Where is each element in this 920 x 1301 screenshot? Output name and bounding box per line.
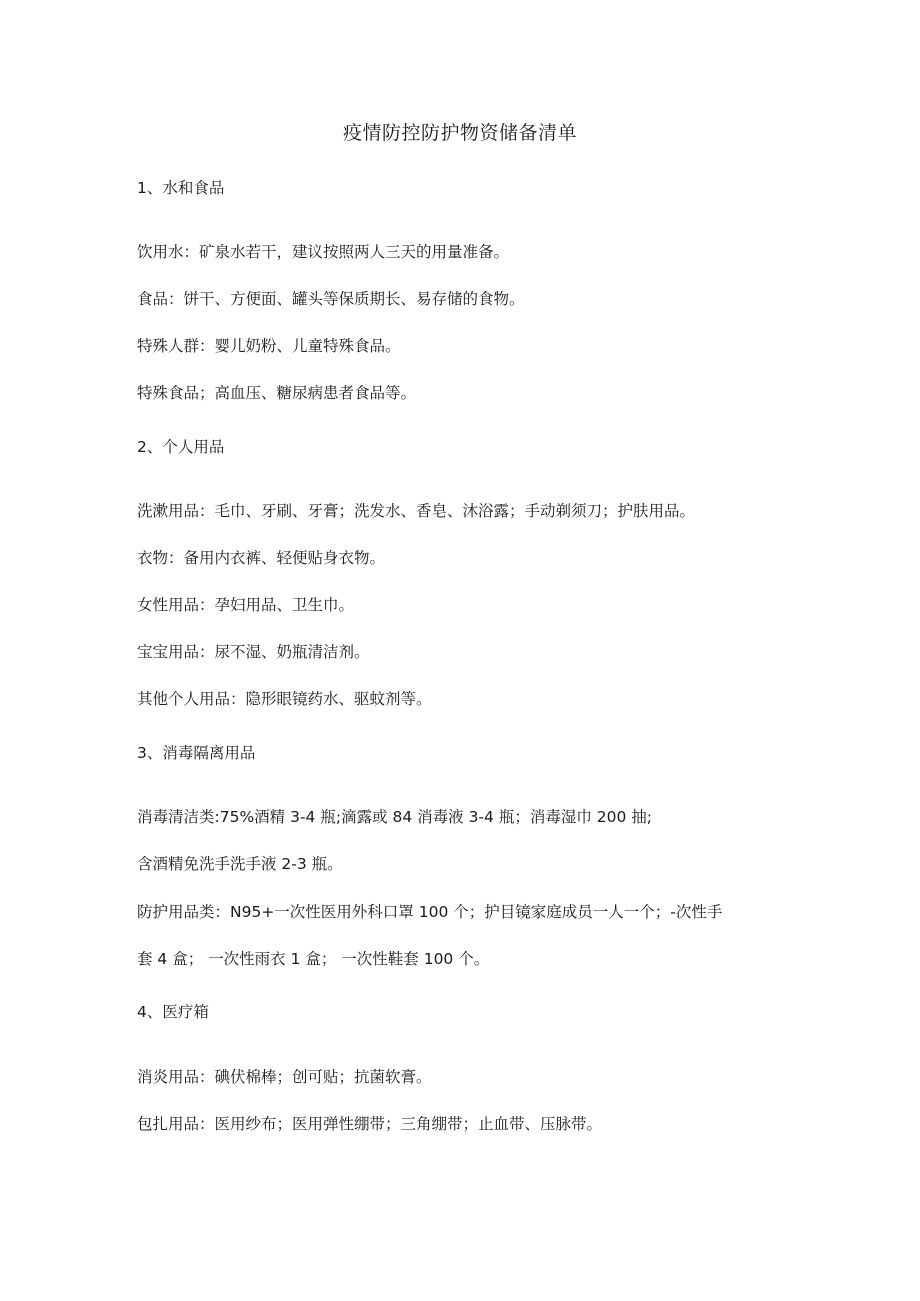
- text-line: 特殊人群：婴儿奶粉、儿童特殊食品。: [137, 337, 401, 355]
- text-line: 食品：饼干、方便面、罐头等保质期长、易存储的食物。: [137, 290, 525, 308]
- text-line: 防护用品类：N95+一次性医用外科口罩 100 个；护目镜家庭成员一人一个；-次性手: [137, 903, 723, 921]
- text-line: 宝宝用品：尿不湿、奶瓶清洁剂。: [137, 643, 370, 661]
- document-title: 疫情防控防护物资储备清单: [342, 122, 577, 144]
- text-line: 包扎用品：医用纱布；医用弹性绷带；三角绷带；止血带、压脉带。: [137, 1115, 603, 1133]
- text-line: 套 4 盒； 一次性雨衣 1 盒； 一次性鞋套 100 个。: [137, 950, 490, 968]
- text-line: 其他个人用品：隐形眼镜药水、驱蚊剂等。: [137, 690, 432, 708]
- section-heading-medical-kit: 4、医疗箱: [137, 1003, 209, 1021]
- section-heading-personal-items: 2、个人用品: [137, 438, 225, 456]
- text-line: 特殊食品；高血压、糖尿病患者食品等。: [137, 384, 417, 402]
- text-line: 饮用水：矿泉水若干，建议按照两人三天的用量准备。: [137, 243, 510, 261]
- text-line: 洗漱用品：毛巾、牙刷、牙膏；洗发水、香皂、沐浴露；手动剃须刀；护肤用品。: [137, 502, 696, 520]
- text-line: 消炎用品：碘伏棉棒；创可贴；抗菌软膏。: [137, 1068, 432, 1086]
- text-line: 衣物：备用内衣裤、轻便贴身衣物。: [137, 549, 386, 567]
- section-heading-disinfection: 3、消毒隔离用品: [137, 744, 256, 762]
- section-heading-water-food: 1、水和食品: [137, 179, 225, 197]
- text-line: 消毒清洁类:75%酒精 3-4 瓶;滴露或 84 消毒液 3-4 瓶；消毒湿巾 200 抽;: [137, 808, 652, 826]
- text-line: 含酒精免洗手洗手液 2-3 瓶。: [137, 855, 343, 873]
- text-line: 女性用品：孕妇用品、卫生巾。: [137, 596, 355, 614]
